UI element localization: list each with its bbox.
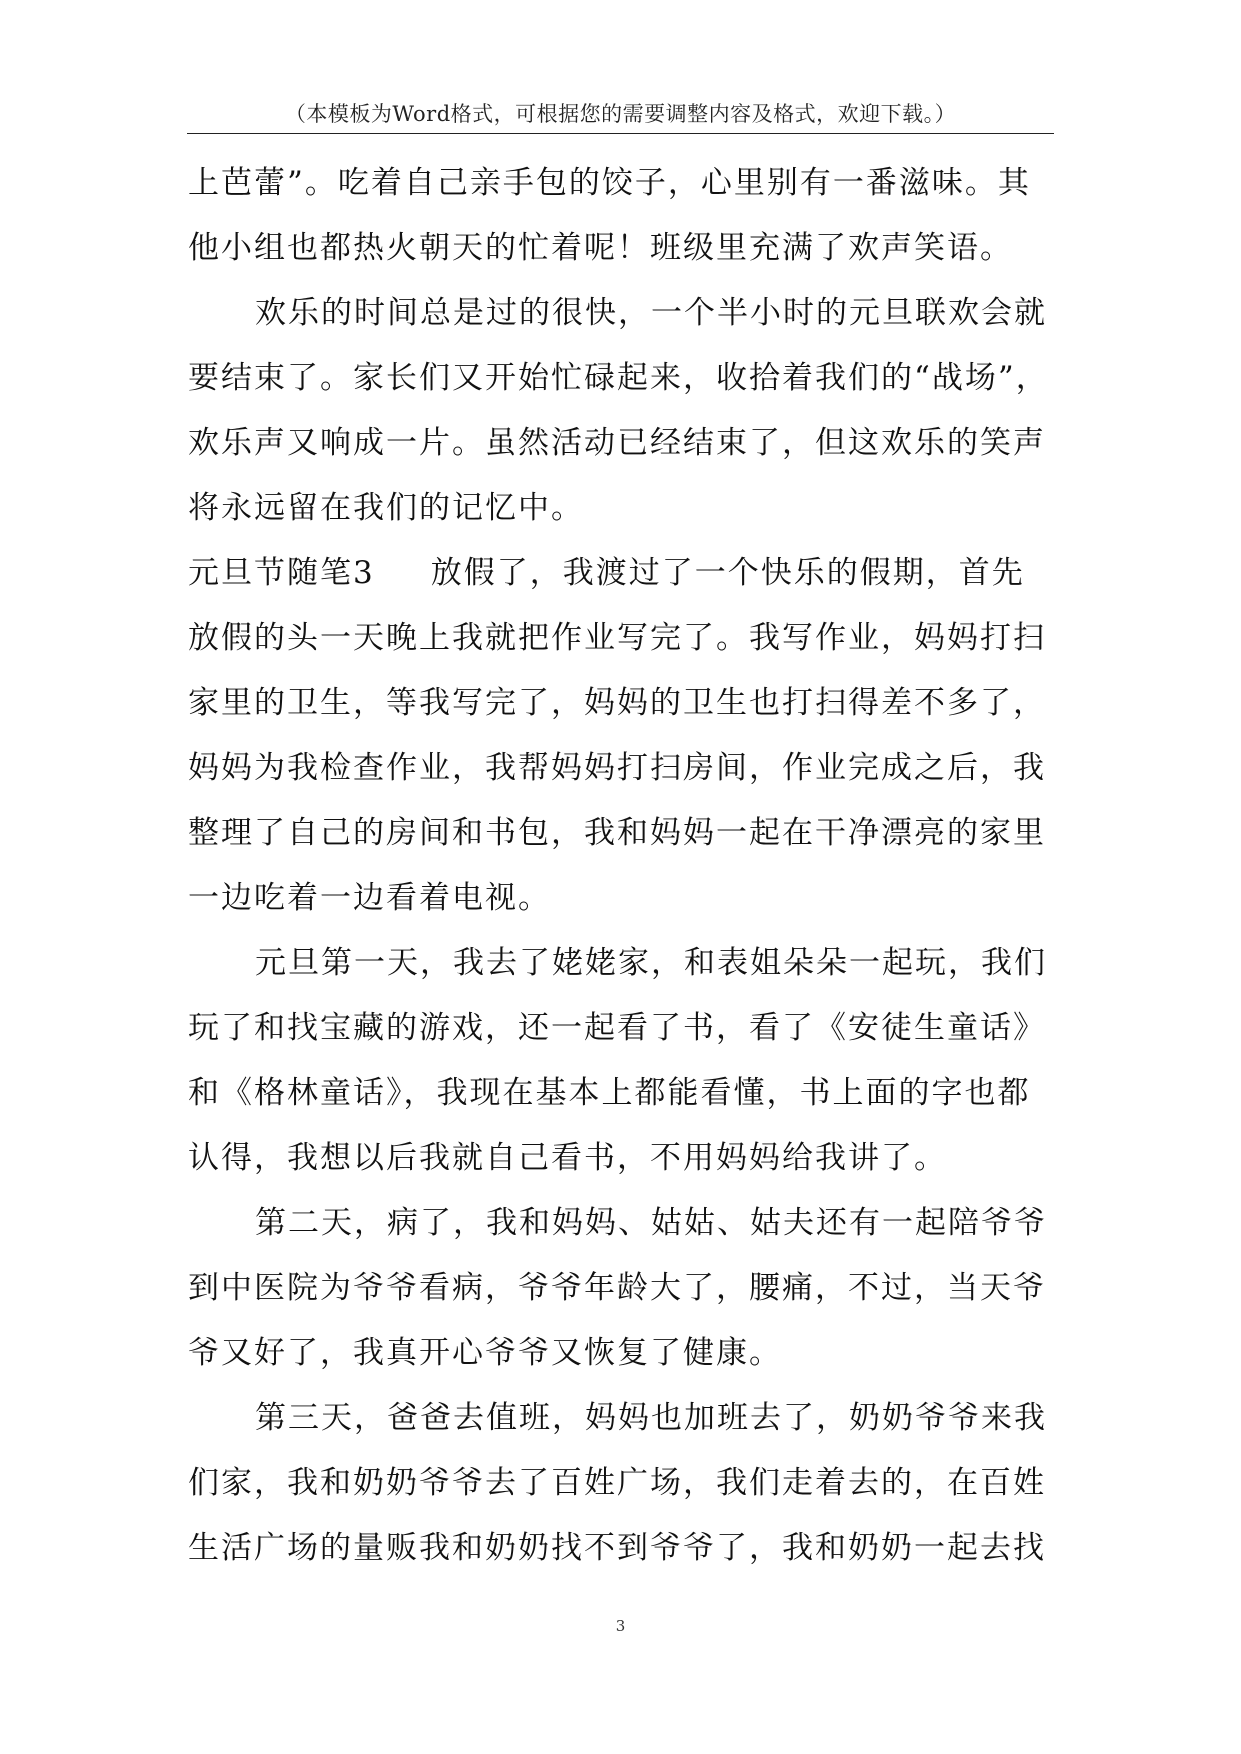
section-heading-line — [188, 550, 1054, 615]
text-line: 欢乐的时间总是过的很快，一个半小时的元旦联欢会就 — [255, 295, 1047, 331]
text-line: 们家，我和奶奶爷爷去了百姓广场，我们走着去的，在百姓 — [188, 1465, 1046, 1501]
text-line: 一边吃着一边看着电视。 — [188, 880, 551, 916]
text-line: 第三天，爸爸去值班，妈妈也加班去了，奶奶爷爷来我 — [255, 1400, 1047, 1436]
text-line: 生活广场的量贩我和奶奶找不到爷爷了，我和奶奶一起去找 — [188, 1530, 1046, 1566]
page-number: 3 — [615, 1617, 626, 1635]
text-line: 到中医院为爷爷看病，爷爷年龄大了，腰痛，不过，当天爷 — [188, 1270, 1046, 1306]
text-line: 妈妈为我检查作业，我帮妈妈打扫房间，作业完成之后，我 — [188, 750, 1046, 786]
text-line: 他小组也都热火朝天的忙着呢！班级里充满了欢声笑语。 — [188, 230, 1013, 266]
text-line: 认得，我想以后我就自己看书，不用妈妈给我讲了。 — [188, 1140, 947, 1176]
text-line: 元旦第一天，我去了姥姥家，和表姐朵朵一起玩，我们 — [255, 945, 1047, 981]
text-line: 整理了自己的房间和书包，我和妈妈一起在干净漂亮的家里 — [188, 815, 1046, 851]
text-line: 将永远留在我们的记忆中。 — [188, 490, 584, 526]
text-line: 欢乐声又响成一片。虽然活动已经结束了，但这欢乐的笑声 — [188, 425, 1046, 461]
template-note-header: （本模板为Word格式，可根据您的需要调整内容及格式，欢迎下载。） — [284, 102, 957, 126]
section-first-line: 放假了，我渡过了一个快乐的假期，首先 — [430, 555, 1025, 591]
text-line: 要结束了。家长们又开始忙碌起来，收拾着我们的“战场”， — [188, 360, 1049, 396]
text-line: 玩了和找宝藏的游戏，还一起看了书，看了《安徒生童话》 — [188, 1010, 1046, 1046]
text-line: 和《格林童话》，我现在基本上都能看懂，书上面的字也都 — [188, 1075, 1031, 1111]
text-line: 放假的头一天晚上我就把作业写完了。我写作业，妈妈打扫 — [188, 620, 1046, 656]
section-title: 元旦节随笔3 — [188, 555, 375, 591]
header-divider — [187, 133, 1054, 134]
text-line: 第二天，病了，我和妈妈、姑姑、姑夫还有一起陪爷爷 — [255, 1205, 1047, 1241]
text-line: 家里的卫生，等我写完了，妈妈的卫生也打扫得差不多了， — [188, 685, 1046, 721]
text-line: 爷又好了，我真开心爷爷又恢复了健康。 — [188, 1335, 782, 1371]
text-line: 上芭蕾”。吃着自己亲手包的饺子，心里别有一番滋味。其 — [188, 165, 1031, 201]
body-text — [188, 160, 1054, 1590]
